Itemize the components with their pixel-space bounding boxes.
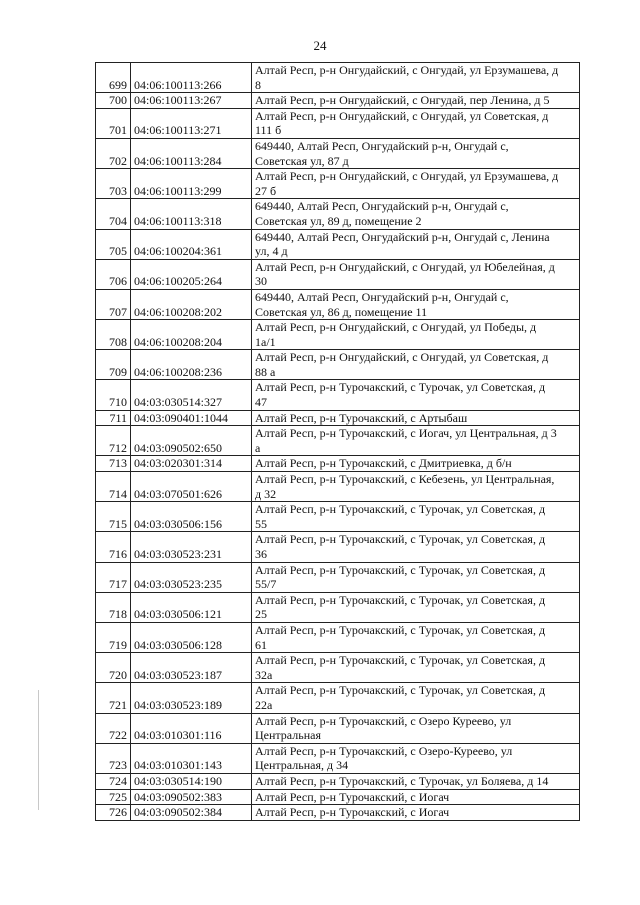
cadastral-number: 04:03:090401:1044 bbox=[131, 410, 252, 426]
cadastral-number: 04:03:020301:314 bbox=[131, 456, 252, 472]
table-row bbox=[96, 789, 580, 805]
cadastral-number: 04:03:010301:116 bbox=[131, 713, 252, 743]
table-row bbox=[96, 169, 580, 199]
address-line: 8 bbox=[255, 77, 261, 92]
cadastral-number: 04:03:030523:189 bbox=[131, 683, 252, 713]
row-number: 719 bbox=[96, 622, 131, 652]
address-line: 47 bbox=[255, 395, 267, 410]
cadastral-number: 04:06:100208:204 bbox=[131, 320, 252, 350]
address-line: Алтай Респ, р-н Турочакский, с Турочак, ул Советская, д bbox=[255, 622, 546, 637]
property-registry-table bbox=[95, 62, 580, 821]
address-cell bbox=[252, 592, 580, 622]
address-line: Алтай Респ, р-н Онгудайский, с Онгудай, ул Победы, д bbox=[255, 320, 537, 335]
row-number: 712 bbox=[96, 426, 131, 456]
address-cell bbox=[252, 622, 580, 652]
address-cell bbox=[252, 683, 580, 713]
table-row bbox=[96, 380, 580, 410]
row-number: 710 bbox=[96, 380, 131, 410]
cadastral-number: 04:06:100204:361 bbox=[131, 229, 252, 259]
row-number: 721 bbox=[96, 683, 131, 713]
cadastral-number: 04:06:100113:267 bbox=[131, 93, 252, 109]
table-row bbox=[96, 259, 580, 289]
address-line: Алтай Респ, р-н Турочакский, с Иогач, ул Центральная, д 3 bbox=[255, 426, 557, 441]
address-line: 36 bbox=[255, 547, 267, 561]
table-row bbox=[96, 350, 580, 380]
address-cell bbox=[252, 743, 580, 773]
row-number: 700 bbox=[96, 93, 131, 109]
row-number: 716 bbox=[96, 532, 131, 562]
address-line: Центральная, д 34 bbox=[255, 758, 349, 773]
row-number: 722 bbox=[96, 713, 131, 743]
address-cell bbox=[252, 350, 580, 380]
address-cell bbox=[252, 426, 580, 456]
table-row bbox=[96, 472, 580, 502]
address-line: Алтай Респ, р-н Турочакский, с Турочак, ул Советская, д bbox=[255, 653, 546, 668]
address-line: Алтай Респ, р-н Онгудайский, с Онгудай, ул Советская, д bbox=[255, 350, 549, 365]
row-number: 699 bbox=[96, 63, 131, 93]
address-cell bbox=[252, 229, 580, 259]
table-row bbox=[96, 805, 580, 821]
table-row bbox=[96, 138, 580, 168]
cadastral-number: 04:03:090502:384 bbox=[131, 805, 252, 821]
address-line: д 32 bbox=[255, 486, 277, 501]
address-cell bbox=[252, 502, 580, 532]
row-number: 705 bbox=[96, 229, 131, 259]
row-number: 708 bbox=[96, 320, 131, 350]
table-row bbox=[96, 93, 580, 109]
cadastral-number: 04:06:100113:271 bbox=[131, 108, 252, 138]
row-number: 703 bbox=[96, 169, 131, 199]
cadastral-number: 04:03:010301:143 bbox=[131, 743, 252, 773]
address-line: 61 bbox=[255, 637, 267, 652]
address-cell bbox=[252, 320, 580, 350]
cadastral-number: 04:06:100113:318 bbox=[131, 199, 252, 229]
address-line: Алтай Респ, р-н Онгудайский, с Онгудай, ул Юбелейная, д bbox=[255, 259, 555, 274]
row-number: 709 bbox=[96, 350, 131, 380]
address-line: 1а/1 bbox=[255, 334, 276, 349]
address-line: Советская ул, 89 д, помещение 2 bbox=[255, 213, 422, 228]
address-line: Алтай Респ, р-н Турочакский, с Турочак, ул Советская, д bbox=[255, 592, 546, 607]
table-row bbox=[96, 320, 580, 350]
table-row bbox=[96, 713, 580, 743]
address-line: 649440, Алтай Респ, Онгудайский р-н, Онгудай с, Ленина bbox=[255, 229, 550, 244]
cadastral-number: 04:03:030506:156 bbox=[131, 502, 252, 532]
row-number: 711 bbox=[96, 410, 131, 426]
address-cell bbox=[252, 532, 580, 562]
address-cell bbox=[252, 410, 580, 426]
address-line: 649440, Алтай Респ, Онгудайский р-н, Онгудай с, bbox=[255, 138, 509, 153]
table-row bbox=[96, 289, 580, 319]
cadastral-number: 04:06:100113:299 bbox=[131, 169, 252, 199]
address-cell bbox=[252, 805, 580, 821]
table-row bbox=[96, 653, 580, 683]
cadastral-number: 04:03:030523:187 bbox=[131, 653, 252, 683]
address-cell bbox=[252, 63, 580, 93]
row-number: 723 bbox=[96, 743, 131, 773]
address-line: Алтай Респ, р-н Турочакский, с Турочак, ул Боляева, д 14 bbox=[255, 773, 549, 788]
address-line: Алтай Респ, р-н Онгудайский, с Онгудай, ул Ерзумашева, д bbox=[255, 169, 559, 184]
address-line: 649440, Алтай Респ, Онгудайский р-н, Онгудай с, bbox=[255, 199, 509, 214]
address-line: 55 bbox=[255, 516, 267, 531]
row-number: 724 bbox=[96, 773, 131, 789]
row-number: 714 bbox=[96, 472, 131, 502]
table-row bbox=[96, 456, 580, 472]
address-cell bbox=[252, 456, 580, 472]
address-cell bbox=[252, 169, 580, 199]
table-row bbox=[96, 502, 580, 532]
cadastral-number: 04:03:090502:650 bbox=[131, 426, 252, 456]
address-cell bbox=[252, 380, 580, 410]
table-row bbox=[96, 108, 580, 138]
address-line: 88 а bbox=[255, 364, 276, 379]
cadastral-number: 04:06:100208:202 bbox=[131, 289, 252, 319]
margin-scan-line bbox=[38, 690, 39, 810]
table-row bbox=[96, 773, 580, 789]
address-cell bbox=[252, 93, 580, 109]
row-number: 720 bbox=[96, 653, 131, 683]
address-line: 27 б bbox=[255, 183, 277, 198]
address-line: 649440, Алтай Респ, Онгудайский р-н, Онгудай с, bbox=[255, 289, 509, 304]
row-number: 717 bbox=[96, 562, 131, 592]
address-cell bbox=[252, 108, 580, 138]
address-cell bbox=[252, 472, 580, 502]
address-line: Алтай Респ, р-н Турочакский, с Турочак, ул Советская, д bbox=[255, 380, 546, 395]
cadastral-number: 04:03:090502:383 bbox=[131, 789, 252, 805]
address-line: 25 bbox=[255, 607, 267, 622]
table-row bbox=[96, 410, 580, 426]
row-number: 715 bbox=[96, 502, 131, 532]
table-row bbox=[96, 592, 580, 622]
address-line: а bbox=[255, 440, 261, 455]
address-cell bbox=[252, 773, 580, 789]
address-cell bbox=[252, 199, 580, 229]
cadastral-number: 04:06:100208:236 bbox=[131, 350, 252, 380]
address-line: Алтай Респ, р-н Турочакский, с Турочак, ул Советская, д bbox=[255, 532, 546, 547]
table-row bbox=[96, 63, 580, 93]
cadastral-number: 04:03:030506:128 bbox=[131, 622, 252, 652]
cadastral-number: 04:03:030514:190 bbox=[131, 773, 252, 789]
address-line: Алтай Респ, р-н Турочакский, с Озеро-Куреево, ул bbox=[255, 743, 513, 758]
table-row bbox=[96, 622, 580, 652]
address-line: 30 bbox=[255, 274, 267, 289]
cadastral-number: 04:06:100113:284 bbox=[131, 138, 252, 168]
address-line: Алтай Респ, р-н Онгудайский, с Онгудай, ул Советская, д bbox=[255, 108, 549, 123]
address-line: 32а bbox=[255, 667, 273, 682]
cadastral-number: 04:03:030506:121 bbox=[131, 592, 252, 622]
address-line: Алтай Респ, р-н Турочакский, с Дмитриевка, д б/н bbox=[255, 456, 512, 471]
row-number: 701 bbox=[96, 108, 131, 138]
cadastral-number: 04:03:030523:231 bbox=[131, 532, 252, 562]
address-cell bbox=[252, 289, 580, 319]
address-cell bbox=[252, 789, 580, 805]
cadastral-number: 04:03:030514:327 bbox=[131, 380, 252, 410]
address-cell bbox=[252, 562, 580, 592]
address-line: Алтай Респ, р-н Онгудайский, с Онгудай, ул Ерзумашева, д bbox=[255, 63, 559, 77]
row-number: 707 bbox=[96, 289, 131, 319]
row-number: 704 bbox=[96, 199, 131, 229]
cadastral-number: 04:03:030523:235 bbox=[131, 562, 252, 592]
address-line: Советская ул, 87 д bbox=[255, 153, 349, 168]
address-line: ул, 4 д bbox=[255, 244, 288, 259]
address-cell bbox=[252, 713, 580, 743]
row-number: 706 bbox=[96, 259, 131, 289]
address-line: 55/7 bbox=[255, 577, 277, 592]
cadastral-number: 04:03:070501:626 bbox=[131, 472, 252, 502]
table-row bbox=[96, 532, 580, 562]
address-line: Алтай Респ, р-н Турочакский, с Кебезень, ул Центральная, bbox=[255, 472, 555, 487]
cadastral-number: 04:06:100113:266 bbox=[131, 63, 252, 93]
table-row bbox=[96, 562, 580, 592]
page-number: 24 bbox=[313, 38, 327, 53]
table-row bbox=[96, 743, 580, 773]
table-body bbox=[96, 63, 580, 821]
address-line: Алтай Респ, р-н Турочакский, с Озеро Куреево, ул bbox=[255, 713, 512, 728]
address-line: Алтай Респ, р-н Турочакский, с Турочак, ул Советская, д bbox=[255, 502, 546, 517]
address-cell bbox=[252, 653, 580, 683]
cadastral-number: 04:06:100205:264 bbox=[131, 259, 252, 289]
address-line: 111 б bbox=[255, 123, 282, 138]
address-line: Алтай Респ, р-н Турочакский, с Турочак, ул Советская, д bbox=[255, 562, 546, 577]
address-line: Алтай Респ, р-н Онгудайский, с Онгудай, пер Ленина, д 5 bbox=[255, 93, 550, 108]
row-number: 718 bbox=[96, 592, 131, 622]
row-number: 725 bbox=[96, 789, 131, 805]
address-line: Советская ул, 86 д, помещение 11 bbox=[255, 304, 428, 319]
address-line: Алтай Респ, р-н Турочакский, с Иогач bbox=[255, 789, 450, 804]
row-number: 702 bbox=[96, 138, 131, 168]
address-line: Алтай Респ, р-н Турочакский, с Турочак, ул Советская, д bbox=[255, 683, 546, 698]
row-number: 713 bbox=[96, 456, 131, 472]
address-cell bbox=[252, 259, 580, 289]
address-cell bbox=[252, 138, 580, 168]
address-line: 22а bbox=[255, 697, 273, 712]
table-row bbox=[96, 426, 580, 456]
table-row bbox=[96, 229, 580, 259]
table-row bbox=[96, 683, 580, 713]
address-line: Алтай Респ, р-н Турочакский, с Артыбаш bbox=[255, 410, 468, 425]
address-line: Центральная bbox=[255, 728, 321, 743]
row-number: 726 bbox=[96, 805, 131, 821]
table-row bbox=[96, 199, 580, 229]
address-line: Алтай Респ, р-н Турочакский, с Иогач bbox=[255, 805, 450, 820]
